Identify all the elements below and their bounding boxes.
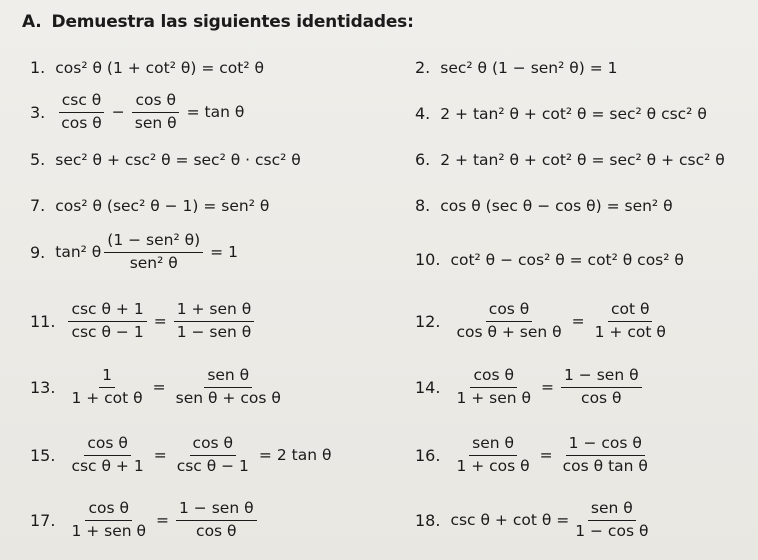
fraction bbox=[174, 435, 252, 476]
identity-number: 7. bbox=[30, 196, 46, 215]
denominator: 1 + cot θ bbox=[71, 388, 143, 407]
identity-expression: cos² θ (sec² θ − 1) = sen² θ bbox=[55, 196, 270, 215]
fraction bbox=[176, 500, 257, 541]
numerator: cos θ bbox=[470, 367, 517, 388]
prefix: tan² θ bbox=[55, 243, 102, 262]
identity-expression: 2 + tan² θ + cot² θ = sec² θ + csc² θ bbox=[440, 150, 725, 169]
section-title: Demuestra las siguientes identidades: bbox=[51, 12, 414, 32]
denominator: csc θ − 1 bbox=[71, 322, 144, 341]
fraction bbox=[572, 500, 651, 541]
identity-11 bbox=[30, 301, 257, 342]
operator: − bbox=[111, 103, 125, 122]
fraction bbox=[173, 367, 284, 408]
identity-number: 17. bbox=[30, 510, 56, 530]
numerator: cos θ bbox=[84, 435, 131, 456]
numerator: sen θ bbox=[469, 435, 517, 456]
identity-4 bbox=[415, 104, 707, 123]
identity-number: 18. bbox=[415, 510, 441, 530]
identity-expression: 2 + tan² θ + cot² θ = sec² θ csc² θ bbox=[440, 104, 707, 123]
numerator: 1 bbox=[99, 367, 115, 388]
identity-3 bbox=[30, 92, 248, 133]
numerator: cos θ bbox=[85, 500, 132, 521]
identity-15 bbox=[30, 435, 335, 476]
numerator: cos θ bbox=[190, 435, 237, 456]
identity-1 bbox=[30, 58, 264, 77]
operator: = bbox=[156, 511, 170, 530]
identity-12 bbox=[415, 301, 672, 342]
identity-number: 2. bbox=[415, 58, 431, 77]
identity-number: 3. bbox=[30, 102, 46, 122]
numerator: csc θ bbox=[59, 92, 105, 113]
denominator: cos θ + sen θ bbox=[456, 322, 562, 341]
operator: = bbox=[153, 312, 167, 331]
identity-number: 1. bbox=[30, 58, 46, 77]
operator: = bbox=[153, 446, 167, 465]
identity-5 bbox=[30, 150, 301, 169]
denominator: csc θ + 1 bbox=[71, 456, 144, 475]
identity-number: 15. bbox=[30, 445, 56, 465]
numerator: 1 − cos θ bbox=[566, 435, 645, 456]
denominator: 1 + sen θ bbox=[71, 521, 147, 540]
section-letter: A. bbox=[22, 12, 42, 32]
identity-14 bbox=[415, 367, 645, 408]
identity-expression: sec² θ + csc² θ = sec² θ · csc² θ bbox=[55, 150, 301, 169]
numerator: cot θ bbox=[608, 301, 653, 322]
fraction bbox=[592, 301, 669, 342]
denominator: 1 + cos θ bbox=[456, 456, 530, 475]
result: = 2 tan θ bbox=[258, 446, 332, 465]
fraction bbox=[453, 367, 534, 408]
fraction bbox=[58, 92, 105, 133]
fraction bbox=[68, 301, 146, 342]
fraction bbox=[561, 367, 642, 408]
identity-expression: cos² θ (1 + cot² θ) = cot² θ bbox=[55, 58, 264, 77]
operator: = bbox=[152, 378, 166, 397]
identity-10 bbox=[415, 250, 684, 269]
denominator: 1 + sen θ bbox=[456, 388, 532, 407]
fraction bbox=[104, 232, 203, 273]
identity-number: 14. bbox=[415, 377, 441, 397]
numerator: 1 − sen θ bbox=[561, 367, 642, 388]
identity-number: 10. bbox=[415, 250, 441, 269]
identity-number: 6. bbox=[415, 150, 431, 169]
fraction bbox=[560, 435, 651, 476]
numerator: sen θ bbox=[204, 367, 252, 388]
identity-16 bbox=[415, 435, 654, 476]
identity-17 bbox=[30, 500, 260, 541]
denominator: 1 − cos θ bbox=[575, 521, 649, 540]
identity-number: 13. bbox=[30, 377, 56, 397]
identity-number: 11. bbox=[30, 311, 56, 331]
denominator: sen θ bbox=[134, 113, 177, 132]
fraction bbox=[453, 435, 532, 476]
numerator: sen θ bbox=[588, 500, 636, 521]
denominator: cos θ bbox=[581, 388, 622, 407]
identity-number: 9. bbox=[30, 242, 46, 262]
fraction bbox=[68, 500, 149, 541]
identity-expression: sec² θ (1 − sen² θ) = 1 bbox=[440, 58, 618, 77]
denominator: 1 − sen θ bbox=[176, 322, 252, 341]
identity-number: 12. bbox=[415, 311, 441, 331]
section-header bbox=[22, 12, 414, 32]
numerator: cos θ bbox=[132, 92, 179, 113]
prefix: csc θ + cot θ = bbox=[450, 511, 570, 530]
identity-7 bbox=[30, 196, 269, 215]
identity-8 bbox=[415, 196, 673, 215]
numerator: cos θ bbox=[486, 301, 533, 322]
numerator: csc θ + 1 bbox=[68, 301, 146, 322]
denominator: cos θ tan θ bbox=[562, 456, 648, 475]
identity-number: 16. bbox=[415, 445, 441, 465]
denominator: 1 + cot θ bbox=[594, 322, 666, 341]
identity-number: 8. bbox=[415, 196, 431, 215]
result: = tan θ bbox=[186, 103, 245, 122]
fraction bbox=[68, 435, 146, 476]
identity-9 bbox=[30, 232, 242, 273]
operator: = bbox=[571, 312, 585, 331]
denominator: csc θ − 1 bbox=[176, 456, 249, 475]
numerator: (1 − sen² θ) bbox=[104, 232, 203, 253]
identity-number: 5. bbox=[30, 150, 46, 169]
denominator: cos θ bbox=[61, 113, 102, 132]
result: = 1 bbox=[210, 243, 238, 262]
numerator: 1 + sen θ bbox=[174, 301, 255, 322]
identity-expression: cot² θ − cos² θ = cot² θ cos² θ bbox=[450, 250, 684, 269]
identity-6 bbox=[415, 150, 725, 169]
numerator: 1 − sen θ bbox=[176, 500, 257, 521]
fraction bbox=[132, 92, 180, 133]
identity-expression: cos θ (sec θ − cos θ) = sen² θ bbox=[440, 196, 673, 215]
fraction bbox=[174, 301, 255, 342]
identity-number: 4. bbox=[415, 104, 431, 123]
denominator: sen θ + cos θ bbox=[175, 388, 281, 407]
fraction bbox=[68, 367, 145, 408]
identity-2 bbox=[415, 58, 618, 77]
operator: = bbox=[541, 378, 555, 397]
identity-13 bbox=[30, 367, 287, 408]
denominator: cos θ bbox=[196, 521, 237, 540]
fraction bbox=[453, 301, 564, 342]
identity-18 bbox=[415, 500, 654, 541]
denominator: sen² θ bbox=[129, 253, 178, 272]
operator: = bbox=[539, 446, 553, 465]
